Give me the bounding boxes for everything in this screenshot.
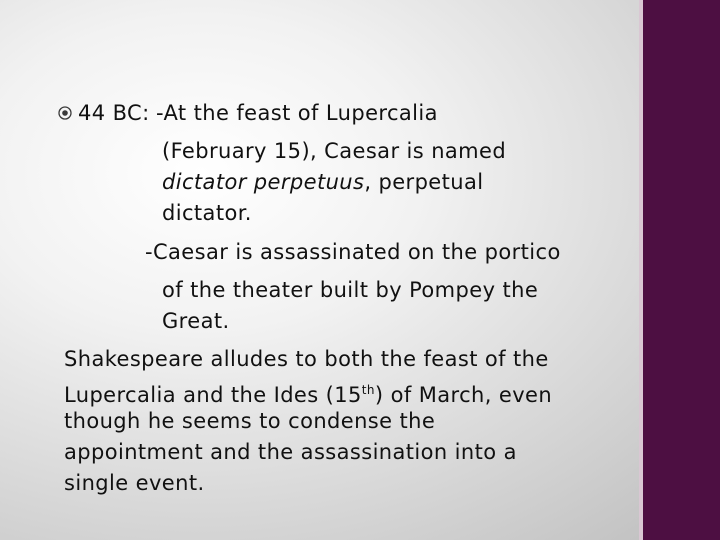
point-1-line-3 [162,167,483,197]
point-2-line-1: -Caesar is assassinated on the portico [145,240,561,264]
point-1-line-2: (February 15), Caesar is named [162,139,507,163]
paragraph-line-1: Shakespeare alludes to both the feast of the [64,347,549,371]
paragraph-line-2 [64,375,552,410]
paragraph-line-2-b: ) of March, even [374,383,553,407]
point-1-line-3-rest: , perpetual [364,170,484,194]
point-1-line-4: dictator. [162,201,252,225]
bullet-label: 44 BC: [78,101,150,125]
paragraph-line-4: appointment and the assassination into a [64,440,517,464]
point-1-line-1: -At the feast of Lupercalia [156,101,438,125]
side-bar [643,0,720,540]
point-2-line-2: of the theater built by Pompey the [162,278,539,302]
circled-dot-bullet-icon [58,106,72,120]
paragraph-line-3: though he seems to condense the [64,409,436,433]
point-2-line-3: Great. [162,309,230,333]
paragraph-line-5: single event. [64,471,205,495]
paragraph-line-2-a: Lupercalia and the Ides (15 [64,383,362,407]
latin-term: dictator perpetuus [162,170,365,194]
ordinal-superscript: th [361,383,375,397]
